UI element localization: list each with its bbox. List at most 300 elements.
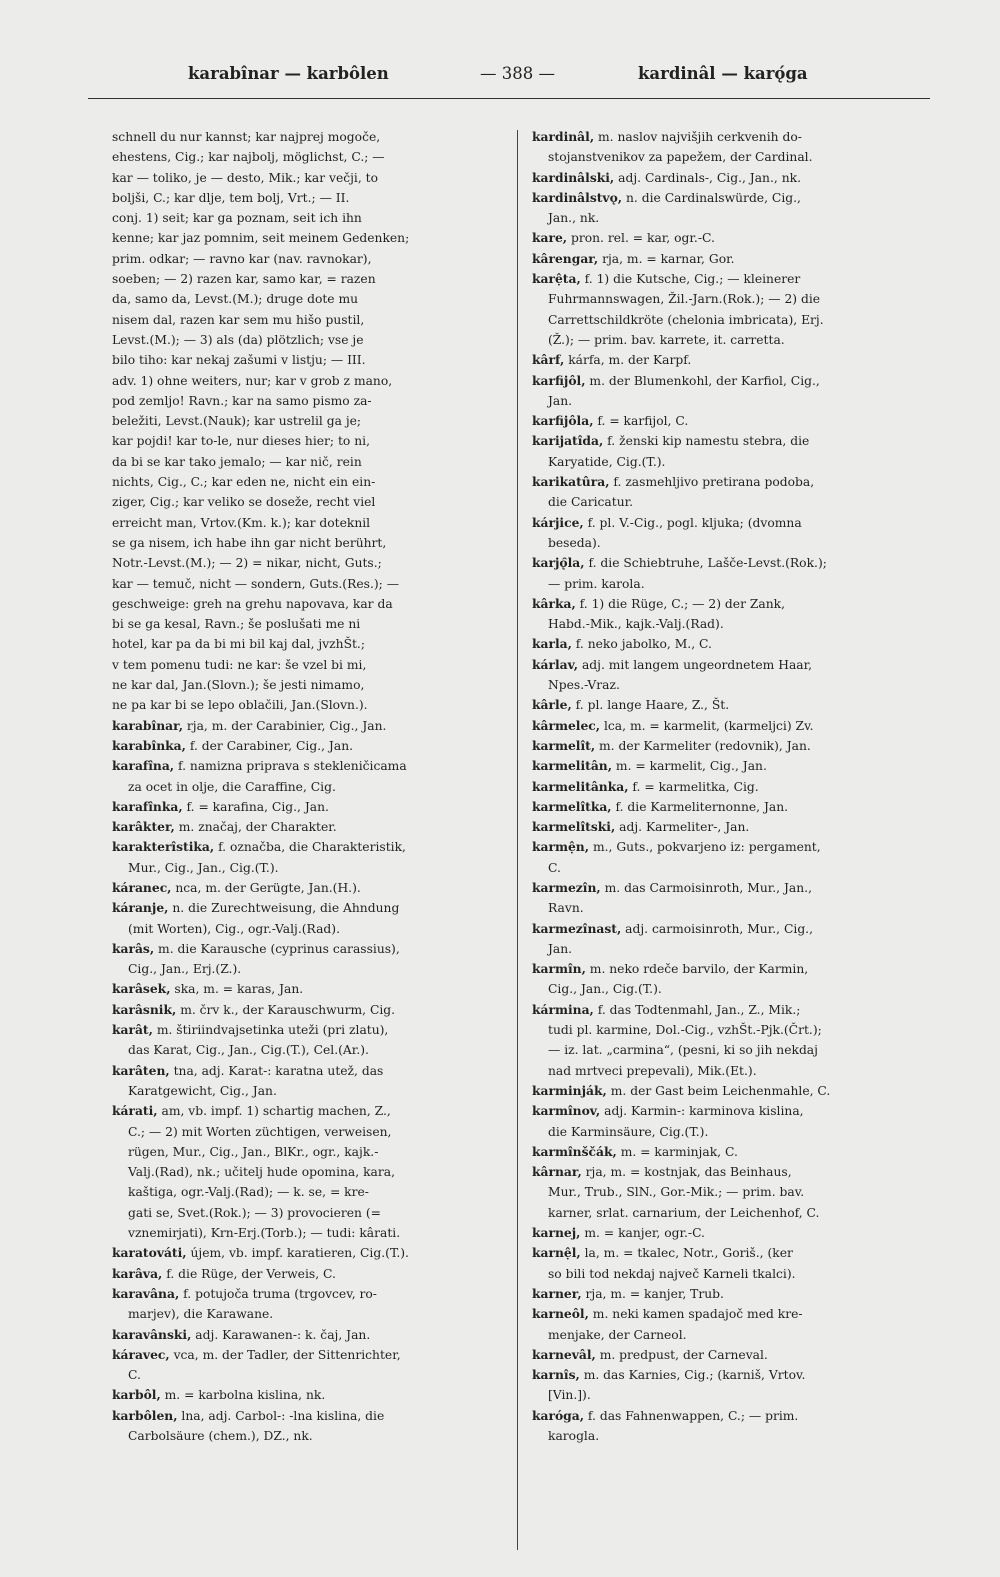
- entry-text: beležiti, Levst.(Nauk); kar ustrelil ga je;: [112, 414, 362, 429]
- headword: kârnar,: [532, 1164, 582, 1180]
- dictionary-entry: [112, 979, 508, 999]
- entry-text: adj. carmoisinroth, Mur., Cig.,: [621, 921, 814, 936]
- entry-text: rja, m. = kanjer, Trub.: [581, 1286, 724, 1301]
- text-line: [532, 289, 932, 309]
- text-line: [112, 492, 508, 512]
- headword: kârf,: [532, 352, 565, 368]
- dictionary-entry: [532, 371, 932, 391]
- headword: karfijôla,: [532, 413, 594, 429]
- headword: karjǫ̑la,: [532, 555, 585, 571]
- entry-text: f. 1) die Rüge, C.; — 2) der Zank,: [575, 596, 786, 611]
- text-line: [112, 289, 508, 309]
- dictionary-entry: [112, 756, 508, 776]
- entry-text: C.; — 2) mit Worten züchtigen, verweisen,: [128, 1124, 392, 1139]
- headword: karóga,: [532, 1407, 585, 1423]
- entry-text: Karyatide, Cig.(T.).: [548, 454, 666, 469]
- text-line: [112, 675, 508, 695]
- text-line: [532, 675, 932, 695]
- text-line: [112, 249, 508, 269]
- entry-text: da bi se kar tako jemalo; — kar nič, rein: [112, 454, 362, 469]
- entry-text: Mur., Cig., Jan., Cig.(T.).: [128, 860, 279, 875]
- entry-text: bi se ga kesal, Ravn.; še poslušati me ni: [112, 617, 361, 632]
- text-line: [112, 533, 508, 553]
- text-line: [112, 1223, 508, 1243]
- entry-text: kenne; kar jaz pomnim, seit meinem Gedenken;: [112, 231, 410, 246]
- entry-text: m. neki kamen spadajoč med kre-: [588, 1307, 803, 1322]
- text-line: [112, 1142, 508, 1162]
- entry-text: f. die Karmeliternonne, Jan.: [611, 799, 789, 814]
- text-line: [112, 452, 508, 472]
- text-line: [532, 1122, 932, 1142]
- text-line: [112, 371, 508, 391]
- entry-text: nca, m. der Gerügte, Jan.(H.).: [171, 880, 361, 895]
- dictionary-entry: [532, 1365, 932, 1385]
- entry-text: adj. Cardinals-, Cig., Jan., nk.: [614, 170, 801, 185]
- dictionary-entry: [532, 188, 932, 208]
- entry-text: bilo tiho: kar nekaj zašumi v listju; — III.: [112, 353, 366, 368]
- entry-text: Jan., nk.: [548, 211, 600, 226]
- dictionary-entry: [532, 634, 932, 654]
- text-line: [532, 1325, 932, 1345]
- headword: karbôl,: [112, 1387, 161, 1403]
- entry-text: adj. Karmeliter-, Jan.: [615, 820, 750, 835]
- entry-text: karner, srlat. carnarium, der Leichenhof, C.: [548, 1205, 820, 1220]
- text-line: [112, 1203, 508, 1223]
- dictionary-entry: [112, 797, 508, 817]
- headword: karavâna,: [112, 1285, 180, 1301]
- headword: karavânski,: [112, 1326, 192, 1342]
- entry-text: vznemirjati), Krn-Erj.(Torb.); — tudi: kârati.: [128, 1226, 401, 1241]
- header-rule: [88, 98, 930, 99]
- headword: karmezîn,: [532, 879, 601, 895]
- dictionary-entry: [532, 1162, 932, 1182]
- entry-text: za ocet in olje, die Caraffine, Cig.: [128, 779, 336, 794]
- dictionary-entry: [112, 837, 508, 857]
- text-line: [112, 1304, 508, 1324]
- text-line: [532, 1264, 932, 1284]
- headword: karmện,: [532, 839, 590, 855]
- entry-text: karogla.: [548, 1429, 600, 1443]
- dictionary-entry: [532, 228, 932, 248]
- headword: karmelitânka,: [532, 778, 629, 794]
- text-line: [112, 391, 508, 411]
- headword: karâva,: [112, 1265, 163, 1281]
- text-line: [532, 452, 932, 472]
- dictionary-entry: [532, 1223, 932, 1243]
- entry-text: C.: [128, 1368, 141, 1383]
- entry-text: (Ž.); — prim. bav. karrete, it. carretta.: [548, 332, 785, 347]
- dictionary-entry: [532, 959, 932, 979]
- headword: karnîs,: [532, 1367, 580, 1383]
- entry-text: f. 1) die Kutsche, Cig.; — kleinerer: [580, 272, 801, 287]
- entry-text: m. die Karausche (cyprinus carassius),: [154, 941, 400, 956]
- text-line: [112, 1182, 508, 1202]
- entry-text: m. črv k., der Karauschwurm, Cig.: [176, 1002, 396, 1017]
- dictionary-entry: [112, 1101, 508, 1121]
- dictionary-entry: [532, 655, 932, 675]
- headword: karatováti,: [112, 1245, 187, 1261]
- entry-text: m. neko rdeče barvilo, der Karmin,: [585, 962, 809, 977]
- headword: kárlav,: [532, 656, 579, 672]
- entry-text: f. zasmehljivo pretirana podoba,: [609, 475, 815, 490]
- text-line: [112, 655, 508, 675]
- entry-text: Notr.-Levst.(M.); — 2) = nikar, nicht, Guts.;: [112, 556, 382, 571]
- entry-text: f. pl. V.-Cig., pogl. kljuka; (dvomna: [583, 515, 802, 530]
- entry-text: rügen, Mur., Cig., Jan., BlKr., ogr., kajk.-: [128, 1144, 379, 1159]
- headword: káranje,: [112, 900, 169, 916]
- headword: kardinâl,: [532, 129, 595, 144]
- dictionary-entry: [112, 1345, 508, 1365]
- text-line: [112, 777, 508, 797]
- dictionary-entry: [112, 1385, 508, 1405]
- text-line: [112, 330, 508, 350]
- entry-text: pron. rel. = kar, ogr.-C.: [567, 231, 715, 246]
- entry-text: m. das Carmoisinroth, Mur., Jan.,: [600, 880, 812, 895]
- text-line: [532, 1182, 932, 1202]
- headword: karnệl,: [532, 1245, 581, 1261]
- text-line: [112, 858, 508, 878]
- entry-text: nad mrtveci prepevali), Mik.(Et.).: [548, 1063, 757, 1078]
- entry-text: rja, m. = kostnjak, das Beinhaus,: [581, 1165, 792, 1180]
- headword: karmelitân,: [532, 758, 613, 774]
- entry-text: [Vin.]).: [548, 1388, 591, 1403]
- headword: karner,: [532, 1285, 582, 1301]
- entry-text: ehestens, Cig.; kar najbolj, möglichst, C.; —: [112, 150, 385, 165]
- dictionary-entry: [532, 1101, 932, 1121]
- text-line: [532, 492, 932, 512]
- text-line: [112, 127, 508, 147]
- dictionary-entry: [532, 756, 932, 776]
- entry-text: m. štiriindvajsetinka uteži (pri zlatu),: [152, 1023, 389, 1038]
- entry-text: schnell du nur kannst; kar najprej mogoče,: [112, 130, 381, 144]
- dictionary-entry: [532, 777, 932, 797]
- entry-text: f. das Fahnenwappen, C.; — prim.: [584, 1408, 799, 1423]
- text-line: [112, 1426, 508, 1446]
- dictionary-entry: [532, 1142, 932, 1162]
- dictionary-entry: [112, 939, 508, 959]
- entry-text: f. das Todtenmahl, Jan., Z., Mik.;: [593, 1002, 801, 1017]
- entry-text: rja, m. der Carabinier, Cig., Jan.: [182, 718, 387, 733]
- entry-text: kar — toliko, je — desto, Mik.; kar večji, to: [112, 170, 379, 185]
- text-line: [112, 188, 508, 208]
- headword: karât,: [112, 1022, 153, 1038]
- entry-text: m. = karmelit, Cig., Jan.: [612, 759, 767, 774]
- entry-text: ska, m. = karas, Jan.: [170, 982, 304, 997]
- entry-text: tudi pl. karmine, Dol.-Cig., vzhŠt.-Pjk.(Črt.);: [548, 1023, 822, 1038]
- entry-text: stojanstvenikov za papežem, der Cardinal.: [548, 150, 813, 165]
- headword: kardinâlski,: [532, 169, 615, 185]
- entry-text: so bili tod nekdaj največ Karneli tkalci).: [548, 1266, 796, 1281]
- entry-text: Ravn.: [548, 901, 584, 916]
- entry-text: hotel, kar pa da bi mi bil kaj dal, jvzhŠt.;: [112, 637, 365, 652]
- entry-text: menjake, der Carneol.: [548, 1327, 687, 1342]
- entry-text: marjev), die Karawane.: [128, 1307, 274, 1322]
- headword: karnevâl,: [532, 1346, 596, 1362]
- entry-text: se ga nisem, ich habe ihn gar nicht berührt,: [112, 535, 387, 550]
- text-line: [112, 168, 508, 188]
- text-line: [532, 310, 932, 330]
- text-line: [532, 1040, 932, 1060]
- text-line: [112, 634, 508, 654]
- text-line: [112, 269, 508, 289]
- entry-text: Habd.-Mik., kajk.-Valj.(Rad).: [548, 617, 724, 632]
- text-line: [112, 208, 508, 228]
- entry-text: m. der Karmeliter (redovnik), Jan.: [595, 738, 811, 753]
- text-line: [532, 1203, 932, 1223]
- dictionary-entry: [532, 411, 932, 431]
- text-line: [112, 147, 508, 167]
- text-line: [112, 1040, 508, 1060]
- entry-text: die Karminsäure, Cig.(T.).: [548, 1124, 709, 1139]
- entry-text: lca, m. = karmelit, (karmeljci) Zv.: [600, 718, 814, 733]
- entry-text: kar pojdi! kar to-le, nur dieses hier; to ni,: [112, 434, 371, 449]
- entry-text: adj. mit langem ungeordnetem Haar,: [578, 657, 813, 672]
- entry-text: — prim. karola.: [548, 576, 645, 591]
- headword: karabînar,: [112, 717, 183, 733]
- dictionary-entry: [532, 472, 932, 492]
- entry-text: n. die Cardinalswürde, Cig.,: [622, 190, 801, 205]
- entry-text: f. die Schiebtruhe, Lašče-Levst.(Rok.);: [584, 556, 827, 571]
- text-line: [532, 147, 932, 167]
- entry-text: prim. odkar; — ravno kar (nav. ravnokar),: [112, 251, 372, 266]
- dictionary-entry: [112, 716, 508, 736]
- headword: karla,: [532, 636, 572, 652]
- entry-text: Fuhrmannswagen, Žil.-Jarn.(Rok.); — 2) die: [548, 292, 821, 307]
- dictionary-entry: [532, 1304, 932, 1324]
- dictionary-entry: [112, 1243, 508, 1263]
- dictionary-entry: [532, 1000, 932, 1020]
- entry-text: pod zemljo! Ravn.; kar na samo pismo za-: [112, 393, 372, 408]
- dictionary-entry: [532, 513, 932, 533]
- text-line: [112, 959, 508, 979]
- headword: karafîna,: [112, 758, 175, 774]
- dictionary-entry: [112, 1061, 508, 1081]
- dictionary-entry: [112, 878, 508, 898]
- text-line: [532, 330, 932, 350]
- entry-text: lna, adj. Carbol-: -lna kislina, die: [177, 1408, 385, 1423]
- entry-text: Carrettschildkröte (chelonia imbricata), Erj.: [548, 312, 824, 327]
- entry-text: nichts, Cig., C.; kar eden ne, nicht ein ein-: [112, 475, 376, 490]
- page-header: [88, 64, 930, 98]
- entry-text: Jan.: [548, 941, 573, 956]
- entry-text: m. der Gast beim Leichenmahle, C.: [606, 1083, 831, 1098]
- entry-text: beseda).: [548, 535, 601, 550]
- headword: karfijôl,: [532, 372, 586, 388]
- text-line: [112, 553, 508, 573]
- headword: karikatûra,: [532, 474, 610, 490]
- headword: karmelîtski,: [532, 819, 616, 835]
- headword: karmîn,: [532, 961, 586, 977]
- text-line: [112, 472, 508, 492]
- text-line: [112, 1365, 508, 1385]
- dictionary-entry: [112, 898, 508, 918]
- entry-text: m. das Karnies, Cig.; (karniš, Vrtov.: [579, 1368, 806, 1383]
- text-line: [112, 1081, 508, 1101]
- entry-text: ziger, Cig.; kar veliko se doseže, recht viel: [112, 495, 376, 510]
- headword: káranec,: [112, 879, 172, 895]
- entry-text: Levst.(M.); — 3) als (da) plötzlich; vse je: [112, 332, 364, 347]
- text-line: [112, 513, 508, 533]
- text-line: [112, 574, 508, 594]
- entry-text: f. ženski kip namestu stebra, die: [603, 434, 810, 449]
- running-head-right: kardinâl — karǫ́ga: [638, 64, 808, 83]
- entry-text: f. označba, die Charakteristik,: [214, 840, 406, 855]
- headword: karijatîda,: [532, 433, 604, 449]
- entry-text: Cig., Jan., Cig.(T.).: [548, 982, 662, 997]
- headword: kárati,: [112, 1103, 158, 1119]
- headword: karâs,: [112, 940, 155, 956]
- entry-text: f. namizna priprava s stekleničicama: [174, 759, 407, 774]
- headword: karneôl,: [532, 1306, 589, 1322]
- headword: karakterîstika,: [112, 839, 215, 855]
- entry-text: Carbolsäure (chem.), DZ., nk.: [128, 1429, 313, 1443]
- dictionary-entry: [532, 878, 932, 898]
- text-line: [532, 574, 932, 594]
- entry-text: m. = karminjak, C.: [616, 1144, 738, 1159]
- entry-text: Cig., Jan., Erj.(Z.).: [128, 962, 242, 977]
- text-line: [532, 1061, 932, 1081]
- entry-text: adj. Karawanen-: k. čaj, Jan.: [191, 1327, 371, 1342]
- dictionary-entry: [532, 168, 932, 188]
- entry-text: adv. 1) ohne weiters, nur; kar v grob z mano,: [112, 373, 393, 388]
- entry-text: soeben; — 2) razen kar, samo kar, = razen: [112, 272, 376, 287]
- entry-text: boljši, C.; kar dlje, tem bolj, Vrt.; — II.: [112, 190, 350, 205]
- dictionary-entry: [532, 817, 932, 837]
- text-line: [532, 979, 932, 999]
- text-line: [532, 1385, 932, 1405]
- entry-text: m., Guts., pokvarjeno iz: pergament,: [589, 840, 821, 855]
- dictionary-entry: [532, 1243, 932, 1263]
- dictionary-entry: [532, 249, 932, 269]
- right-column: [532, 127, 932, 1446]
- dictionary-entry: [532, 553, 932, 573]
- entry-text: f. die Rüge, der Verweis, C.: [162, 1266, 336, 1281]
- headword: karâten,: [112, 1062, 170, 1078]
- dictionary-entry: [112, 817, 508, 837]
- headword: kârle,: [532, 697, 572, 713]
- text-line: [532, 898, 932, 918]
- entry-text: conj. 1) seit; kar ga poznam, seit ich ihn: [112, 211, 362, 226]
- headword: kârmelec,: [532, 717, 601, 733]
- entry-text: f. = karafina, Cig., Jan.: [182, 799, 329, 814]
- entry-text: (mit Worten), Cig., ogr.-Valj.(Rad).: [128, 921, 340, 936]
- dictionary-entry: [112, 1406, 508, 1426]
- dictionary-entry: [532, 736, 932, 756]
- entry-text: am, vb. impf. 1) schartig machen, Z.,: [157, 1104, 391, 1119]
- text-line: [112, 594, 508, 614]
- text-line: [532, 614, 932, 634]
- dictionary-entry: [532, 695, 932, 715]
- entry-text: v tem pomenu tudi: ne kar: še vzel bi mi,: [112, 657, 367, 672]
- entry-text: vca, m. der Tadler, der Sittenrichter,: [169, 1347, 401, 1362]
- text-line: [532, 208, 932, 228]
- dictionary-entry: [112, 1020, 508, 1040]
- entry-text: Mur., Trub., SlN., Gor.-Mik.; — prim. bav.: [548, 1185, 805, 1200]
- headword: karbôlen,: [112, 1407, 178, 1423]
- entry-text: kaštiga, ogr.-Valj.(Rad); — k. se, = kre-: [128, 1185, 369, 1200]
- entry-text: ne pa kar bi se lepo oblačili, Jan.(Slovn.).: [112, 698, 368, 713]
- entry-text: — iz. lat. „carmina“, (pesni, ki so jih nekdaj: [548, 1043, 818, 1058]
- dictionary-entry: [532, 1406, 932, 1426]
- headword: karâsek,: [112, 981, 171, 997]
- entry-text: Npes.-Vraz.: [548, 678, 620, 693]
- entry-text: f. = karmelitka, Cig.: [628, 779, 759, 794]
- text-line: [532, 1426, 932, 1446]
- headword: kârka,: [532, 595, 576, 611]
- entry-text: Karatgewicht, Cig., Jan.: [128, 1083, 277, 1098]
- headword: karmelîtka,: [532, 798, 612, 814]
- text-line: [112, 919, 508, 939]
- entry-text: m. naslov najvišjih cerkvenih do-: [594, 130, 802, 144]
- dictionary-entry: [532, 1081, 932, 1101]
- entry-text: da, samo da, Levst.(M.); druge dote mu: [112, 292, 359, 307]
- headword: karệta,: [532, 271, 581, 287]
- text-line: [532, 533, 932, 553]
- headword: karmelît,: [532, 737, 596, 753]
- dictionary-entry: [532, 797, 932, 817]
- text-line: [112, 1122, 508, 1142]
- headword: karmezînast,: [532, 920, 622, 936]
- entry-text: la, m. = tkalec, Notr., Goriš., (ker: [580, 1246, 793, 1261]
- text-line: [112, 350, 508, 370]
- text-line: [532, 858, 932, 878]
- dictionary-entry: [112, 1000, 508, 1020]
- entry-text: gati se, Svet.(Rok.); — 3) provocieren (=: [128, 1205, 381, 1220]
- headword: káravec,: [112, 1346, 170, 1362]
- dictionary-entry: [112, 736, 508, 756]
- headword: karafînka,: [112, 798, 183, 814]
- entry-text: adj. Karmin-: karminova kislina,: [600, 1104, 804, 1119]
- dictionary-entry: [532, 594, 932, 614]
- dictionary-entry: [532, 350, 932, 370]
- entry-text: erreicht man, Vrtov.(Km. k.); kar doteknil: [112, 515, 371, 530]
- page-number: — 388 —: [480, 64, 555, 83]
- headword: kardinâlstvǫ,: [532, 189, 623, 205]
- entry-text: ne kar dal, Jan.(Slovn.); še jesti nimamo,: [112, 678, 365, 693]
- dictionary-entry: [112, 1264, 508, 1284]
- headword: karabînka,: [112, 737, 186, 753]
- headword: karmînov,: [532, 1103, 601, 1119]
- dictionary-entry: [112, 1325, 508, 1345]
- entry-text: m. = kanjer, ogr.-C.: [580, 1226, 705, 1241]
- entry-text: f. potujoča truma (trgovcev, ro-: [179, 1286, 377, 1301]
- entry-text: Jan.: [548, 393, 573, 408]
- entry-text: f. pl. lange Haare, Z., Št.: [571, 698, 730, 713]
- entry-text: kárfa, m. der Karpf.: [564, 353, 692, 368]
- headword: karâkter,: [112, 819, 175, 835]
- entry-text: tna, adj. Karat-: karatna utež, das: [169, 1063, 384, 1078]
- headword: kârengar,: [532, 250, 599, 266]
- text-line: [112, 431, 508, 451]
- entry-text: m. = karbolna kislina, nk.: [160, 1388, 326, 1403]
- entry-text: n. die Zurechtweisung, die Ahndung: [168, 901, 400, 916]
- dictionary-entry: [532, 127, 932, 147]
- entry-text: die Caricatur.: [548, 495, 634, 510]
- text-line: [532, 391, 932, 411]
- running-head-left: karabînar — karbôlen: [188, 64, 389, 83]
- entry-text: m. der Blumenkohl, der Karfiol, Cig.,: [585, 373, 820, 388]
- headword: kármina,: [532, 1001, 594, 1017]
- text-line: [112, 695, 508, 715]
- entry-text: m. predpust, der Carneval.: [595, 1347, 768, 1362]
- entry-text: Valj.(Rad), nk.; učitelj hude opomina, kara,: [128, 1165, 395, 1180]
- text-line: [532, 1020, 932, 1040]
- headword: karnej,: [532, 1225, 581, 1241]
- dictionary-entry: [532, 716, 932, 736]
- entry-text: újem, vb. impf. karatieren, Cig.(T.).: [186, 1246, 409, 1261]
- column-divider: [517, 130, 518, 1550]
- text-line: [112, 614, 508, 634]
